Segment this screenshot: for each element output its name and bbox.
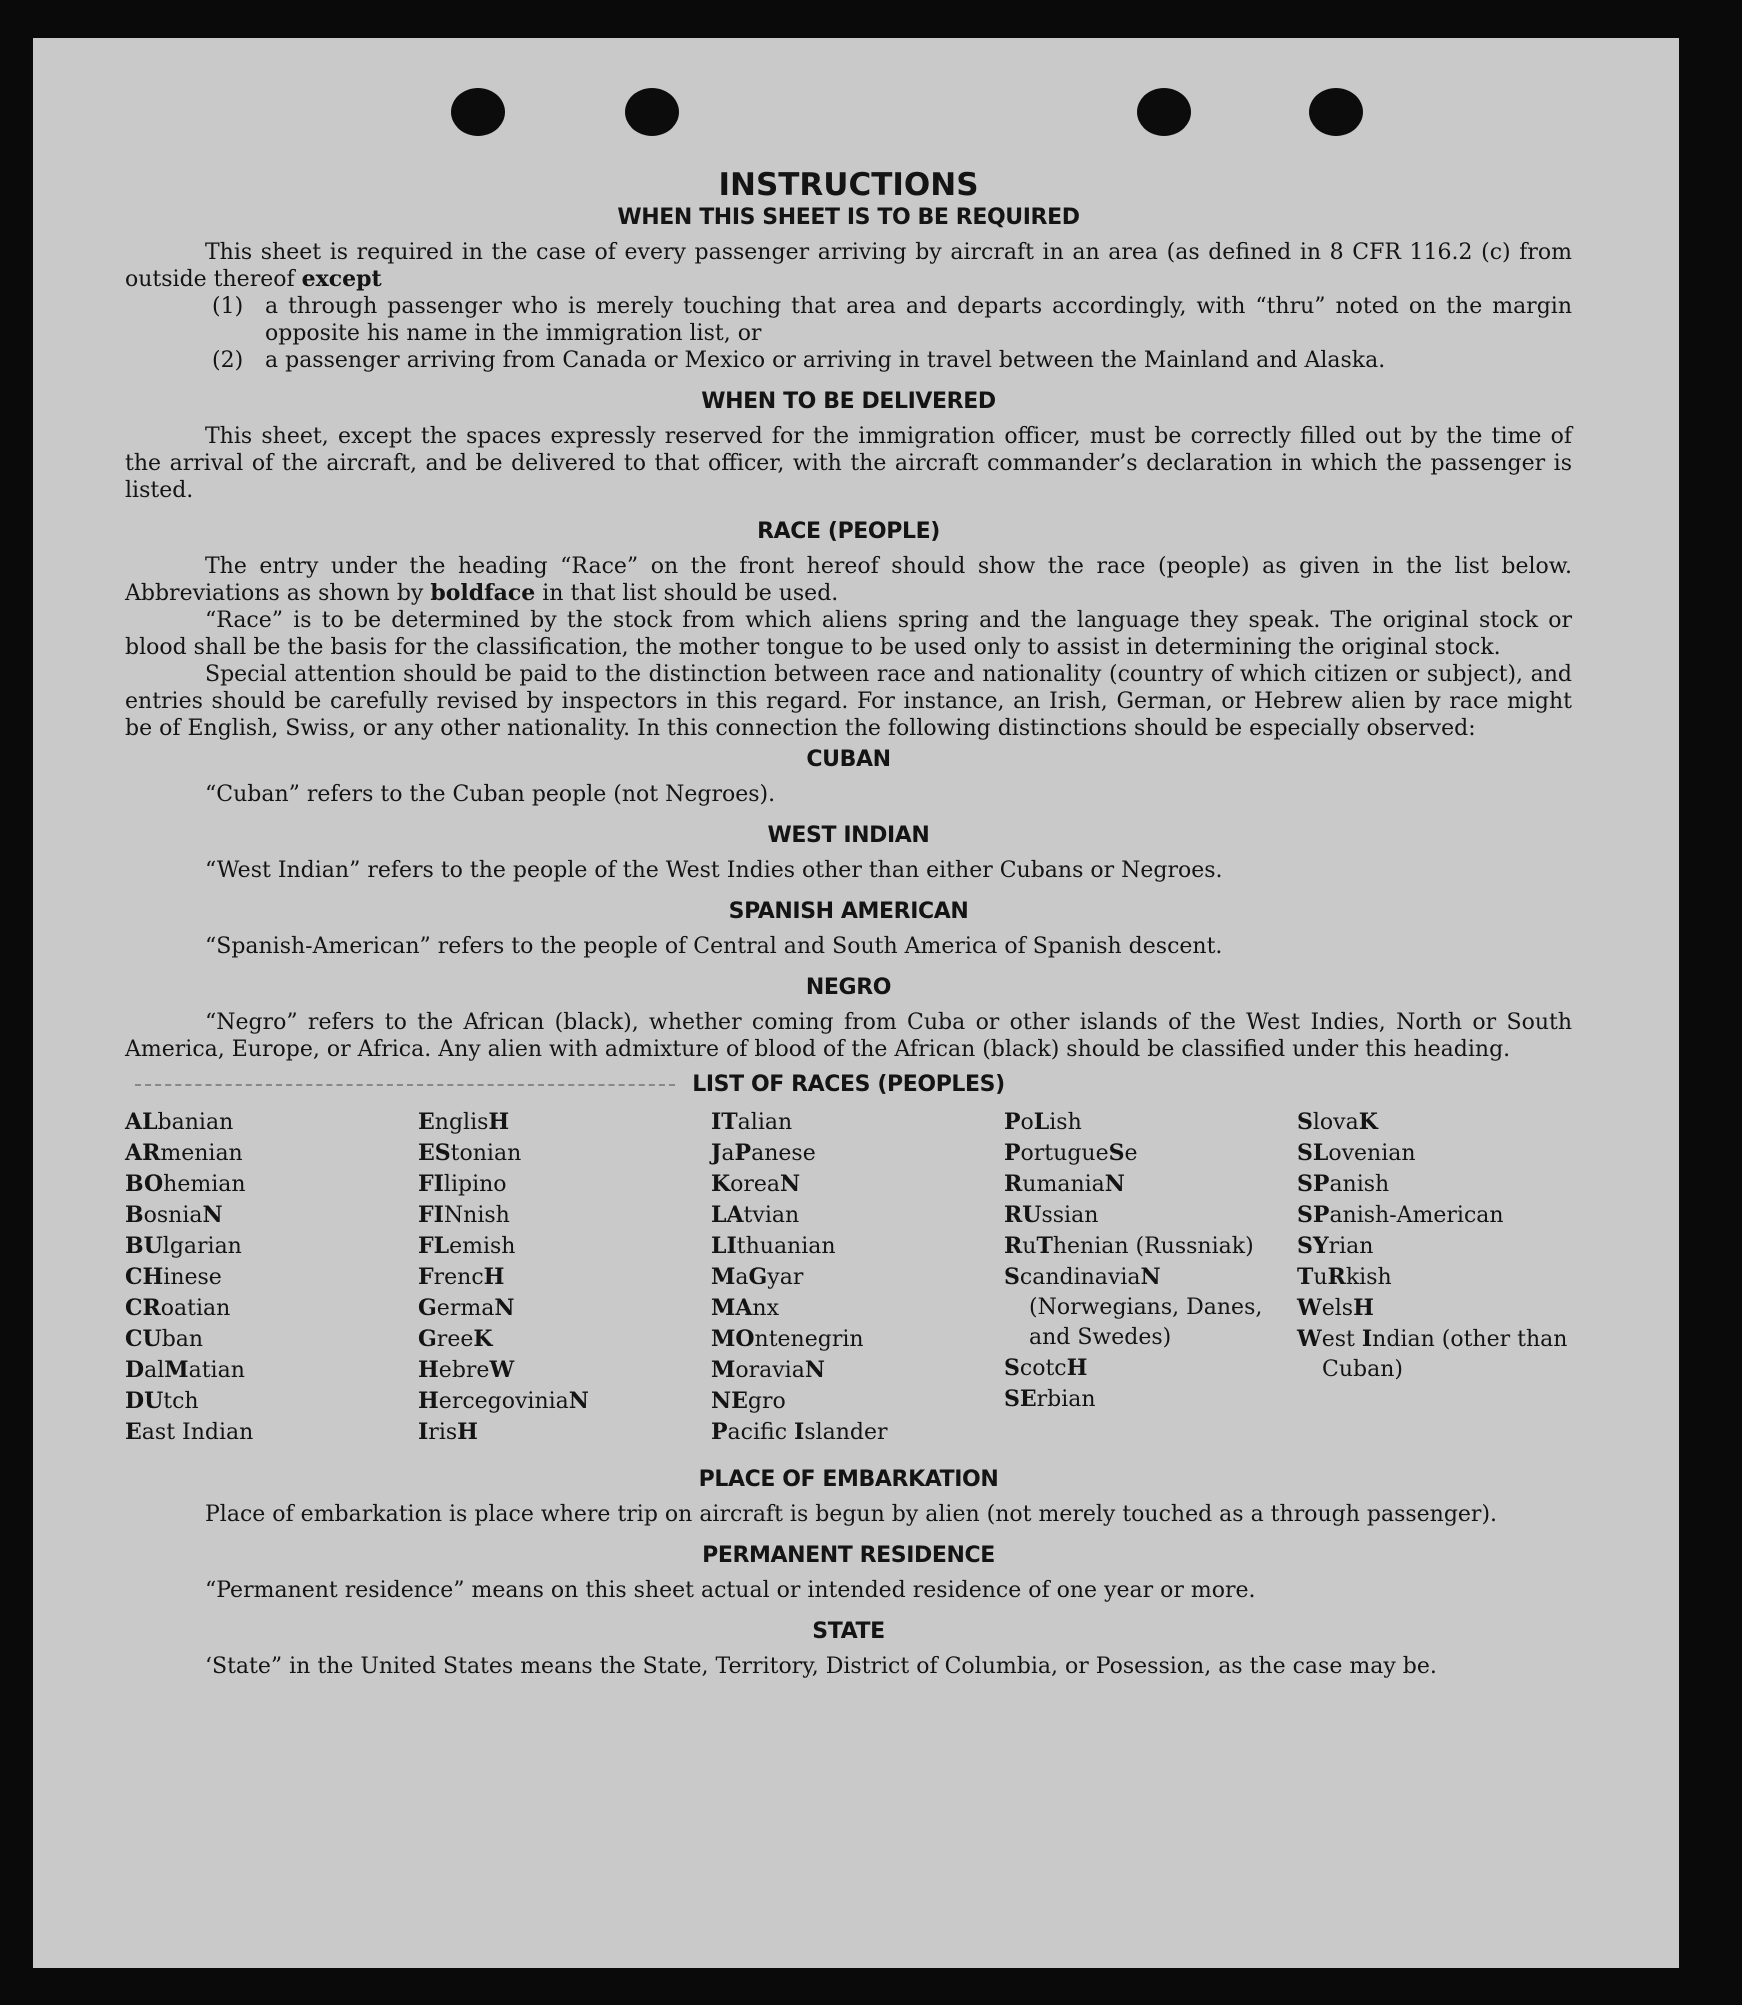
race-abbreviation: F [418,1264,434,1290]
heading-when-required: WHEN THIS SHEET IS TO BE REQUIRED [617,205,1080,230]
race-abbreviation: N [494,1295,515,1321]
race-name-text: kish [1345,1265,1392,1290]
race-name-text: oravia [735,1358,805,1383]
punch-hole [625,88,679,136]
race-abbreviation: I [794,1419,805,1445]
race-name-text: (Norwegians, Danes, and Swedes) [1029,1295,1263,1350]
race-abbreviation: I [1361,1326,1373,1352]
race-abbreviation: K [473,1326,493,1352]
race-name-text: orea [730,1172,781,1197]
race-abbreviation: BO [125,1171,164,1197]
heading-cuban: CUBAN [806,747,891,772]
instructions-content [125,166,1572,1680]
race-abbreviation: E [418,1109,435,1135]
race-name-text: tch [163,1389,199,1414]
residence-paragraph: “Permanent residence” means on this sheet actual or intended residence of one year or more. [205,1578,1256,1603]
race-name-text: cotc [1019,1356,1067,1381]
race-name-text: ish [1049,1110,1082,1135]
page-title: INSTRUCTIONS [718,167,979,203]
race-name-text: Nnish [443,1203,510,1228]
race-entry [125,1231,418,1262]
required-intro: This sheet is required in the case of every passenger arriving by aircraft in an area (as defined in 8 CFR 116.2 (c) from outside thereof [125,240,1572,292]
race-abbreviation: H [1353,1295,1374,1321]
race-abbreviation: N [804,1357,825,1383]
heading-west-indian: WEST INDIAN [767,823,930,848]
race-name-text: ris [428,1420,458,1445]
race-name-text: ssian [1041,1203,1099,1228]
race-entry [418,1324,711,1355]
race-name-text: oatian [160,1296,231,1321]
race-abbreviation: SL [1297,1140,1329,1166]
race-name-text: ban [161,1327,204,1352]
race-name-text: henian (Russniak) [1052,1234,1254,1259]
race-abbreviation: LI [711,1233,737,1259]
item-number: (1) [212,294,244,319]
race-name-text: rian [1328,1234,1374,1259]
race-abbreviation: DU [125,1388,164,1414]
race-name-text: erma [436,1296,495,1321]
race-abbreviation: H [418,1357,439,1383]
race-abbreviation: RU [1004,1202,1042,1228]
race-abbreviation: E [125,1419,142,1445]
race-abbreviation: H [488,1109,510,1135]
race-abbreviation: W [489,1357,515,1383]
race-column [1297,1107,1572,1448]
race-abbreviation: H [1066,1355,1088,1381]
race-entry [711,1262,1004,1293]
item-text: a passenger arriving from Canada or Mexico or arriving in travel between the Mainland and Alaska. [265,348,1386,373]
race-name-text: thuanian [736,1234,836,1259]
race-entry [125,1417,418,1448]
race-abbreviation: LA [711,1202,744,1228]
race-abbreviation: W [1297,1326,1322,1352]
race-abbreviation: CR [125,1295,161,1321]
negro-paragraph: “Negro” refers to the African (black), whether coming from Cuba or other islands of the West Indies, North or South America, Europe, or Africa. Any alien with admixture of blood of the African (black) should be classified under this heading. [125,1010,1572,1062]
document-page [33,38,1679,1968]
race-name-text: renc [433,1265,484,1290]
west-indian-paragraph: “West Indian” refers to the people of the West Indies other than either Cubans or Negroes. [205,858,1223,883]
race-entry [1004,1384,1297,1415]
race-abbreviation: K [1358,1109,1378,1135]
race-abbreviation: MA [711,1295,753,1321]
race-name-text: ree [436,1327,474,1352]
race-abbreviation: M [164,1357,189,1383]
race-entry [125,1355,418,1386]
race-abbreviation: AR [125,1140,161,1166]
embarkation-paragraph: Place of embarkation is place where trip on aircraft is begun by alien (not merely touched as a through passenger). [205,1502,1498,1527]
race-abbreviation: SY [1297,1233,1329,1259]
race-paragraph-1 [125,553,1572,607]
race-abbreviation: G [418,1295,437,1321]
punch-hole [451,88,505,136]
required-item-1 [212,293,1572,347]
race-entry [418,1231,711,1262]
race-entry [1004,1107,1297,1138]
race-name-text: lipino [443,1172,507,1197]
race-entry [125,1200,418,1231]
race-name-text: a [735,1265,749,1290]
race-name-text: candinavia [1019,1265,1141,1290]
race-abbreviation: AL [125,1109,158,1135]
heading-when-delivered: WHEN TO BE DELIVERED [701,389,996,414]
race-abbreviation: N [202,1202,223,1228]
race-name-text: est [1321,1327,1362,1352]
race-entry [1297,1169,1572,1200]
race-entry [125,1386,418,1417]
race-name-text: banian [157,1110,234,1135]
race-entry [711,1107,1004,1138]
race-abbreviation: N [780,1171,801,1197]
race-abbreviation: R [1004,1233,1023,1259]
race-name-text: nglis [434,1110,489,1135]
race-paragraph-2: “Race” is to be determined by the stock from which aliens spring and the language they speak. The original stock or blood shall be the basis for the classification, the mother tongue to be used only to assist in determining the original stock. [125,608,1572,660]
race-abbreviation: H [483,1264,505,1290]
race-abbreviation: P [1004,1140,1021,1166]
race-entry [125,1262,418,1293]
race-abbreviation: W [1297,1295,1322,1321]
race-name-text: e [1124,1141,1138,1166]
race-abbreviation: S [1297,1109,1313,1135]
heading-race: RACE (PEOPLE) [757,519,940,544]
race-abbreviation: T [1036,1233,1053,1259]
race-entry [711,1169,1004,1200]
race-name-text: ebre [438,1358,490,1383]
race-abbreviation: S [1004,1355,1020,1381]
race-name-text: yar [767,1265,804,1290]
race-name-text: u [1313,1265,1328,1290]
race-name-text: ovenian [1328,1141,1416,1166]
race-entry [418,1169,711,1200]
race-abbreviation: N [1104,1171,1125,1197]
heading-state: STATE [812,1619,885,1644]
race-column [418,1107,711,1448]
race-entry [418,1200,711,1231]
race-entry [1297,1107,1572,1138]
item-text: a through passenger who is merely touching that area and departs accordingly, with “thru” noted on the margin opposite his name in the immigration list, or [265,294,1572,346]
race-name-text: gro [747,1389,786,1414]
race-name-text: lgarian [162,1234,242,1259]
race-entry [125,1169,418,1200]
delivered-paragraph: This sheet, except the spaces expressly reserved for the immigration officer, must be correctly filled out by the time of the arrival of the aircraft, and be delivered to that officer, with the aircraft commander’s declaration in which the passenger is listed. [125,424,1572,503]
race-entry [1004,1262,1297,1353]
race-entry [711,1200,1004,1231]
race-abbreviation: FI [418,1202,444,1228]
race-name-text: u [1022,1234,1037,1259]
race-abbreviation: SP [1297,1202,1330,1228]
race-entry [125,1107,418,1138]
race-abbreviation: I [418,1419,429,1445]
race-entry [418,1262,711,1293]
item-number: (2) [212,348,244,373]
race-name-text: tvian [743,1203,800,1228]
race-name-text: atian [188,1358,245,1383]
race-abbreviation: SP [1297,1171,1330,1197]
race-name-text: ntenegrin [754,1327,864,1352]
cuban-paragraph: “Cuban” refers to the Cuban people (not Negroes). [205,782,776,807]
race-entry [418,1386,711,1417]
punch-hole [1309,88,1363,136]
race-abbreviation: N [1140,1264,1161,1290]
race-name-text: ast Indian [141,1420,254,1445]
race-abbreviation: S [1108,1140,1125,1166]
race-entry [125,1324,418,1355]
race-entry [711,1293,1004,1324]
race-entry [1004,1231,1297,1262]
race-name-text: nx [752,1296,779,1321]
race-abbreviation: SE [1004,1386,1037,1412]
race-name-text: umania [1022,1172,1105,1197]
race-entry [1297,1324,1572,1385]
race-entry [418,1293,711,1324]
race-entry [711,1138,1004,1169]
race-entry [1297,1231,1572,1262]
race-abbreviation: N [568,1388,589,1414]
race-column [125,1107,418,1448]
race-entry [711,1231,1004,1262]
race-entry [1297,1138,1572,1169]
race-name-text: alian [737,1110,793,1135]
heading-permanent-residence: PERMANENT RESIDENCE [702,1543,995,1568]
race-name-text: tonian [450,1141,522,1166]
race-entry [125,1138,418,1169]
race-entry [125,1293,418,1324]
required-item-2 [212,347,1572,374]
race-name-text: menian [160,1141,243,1166]
race-abbreviation: CH [125,1264,164,1290]
race-column [711,1107,1004,1448]
race-abbreviation: MO [711,1326,755,1352]
state-paragraph: ‘State” in the United States means the State, Territory, District of Columbia, or Posession, as the case may be. [205,1654,1437,1679]
race-abbreviation: BU [125,1233,163,1259]
race-name-text: ercegovinia [438,1389,569,1414]
race-abbreviation: G [748,1264,768,1290]
race-entry [418,1355,711,1386]
race-name-text: anish [1329,1172,1390,1197]
race-abbreviation: CU [125,1326,162,1352]
race-name-text: osnia [143,1203,203,1228]
race-p1-text-end: in that list should be used. [535,581,839,606]
race-entry [711,1386,1004,1417]
race-entry [1297,1200,1572,1231]
race-entry [418,1417,711,1448]
race-name-text: ndian (other than Cuban) [1322,1327,1568,1382]
race-entry [1297,1262,1572,1293]
race-abbreviation: B [125,1202,144,1228]
race-p1-text: The entry under the heading “Race” on the front hereof should show the race (people) as given in the list below. Abbreviations as shown by [125,554,1572,606]
race-name-text: rbian [1036,1387,1096,1412]
race-name-text: a [721,1141,735,1166]
heading-list-of-races: LIST OF RACES (PEOPLES) [692,1072,1005,1097]
required-except: except [301,266,382,292]
race-abbreviation: S [1004,1264,1020,1290]
race-name-text: slander [804,1420,888,1445]
race-abbreviation: P [711,1419,728,1445]
race-name-text: anese [751,1141,816,1166]
race-abbreviation: T [1297,1264,1314,1290]
race-name-text: els [1321,1296,1354,1321]
race-name-text: acific [727,1420,795,1445]
race-entry [418,1107,711,1138]
heading-negro: NEGRO [805,975,892,1000]
race-abbreviation: J [711,1140,722,1166]
race-abbreviation: M [711,1264,736,1290]
race-entry [711,1324,1004,1355]
race-abbreviation: H [418,1388,439,1414]
race-abbreviation: ES [418,1140,451,1166]
race-entry [1004,1200,1297,1231]
race-abbreviation: L [1033,1109,1050,1135]
heading-spanish-american: SPANISH AMERICAN [728,899,969,924]
race-paragraph-3: Special attention should be paid to the distinction between race and nationality (country of which citizen or subject), and entries should be carefully revised by inspectors in this regard. For instance, an Irish, German, or Hebrew alien by race might be of English, Swiss, or any other nationality. In this connection the following distinctions should be especially observed: [125,662,1572,741]
race-abbreviation: D [125,1357,145,1383]
race-name-text: emish [449,1234,516,1259]
punch-hole [1137,88,1191,136]
race-abbreviation: FI [418,1171,444,1197]
race-abbreviation: G [418,1326,437,1352]
race-entry [1297,1293,1572,1324]
race-column [1004,1107,1297,1448]
race-entry [1004,1169,1297,1200]
race-abbreviation: P [734,1140,752,1166]
race-name-text: inese [163,1265,222,1290]
race-list [125,1107,1572,1448]
spanish-american-paragraph: “Spanish-American” refers to the people of Central and South America of Spanish descent. [205,934,1223,959]
race-abbreviation: IT [711,1109,738,1135]
race-p1-boldface: boldface [430,580,536,606]
race-name-text: o [1020,1110,1034,1135]
race-entry [711,1417,1004,1448]
race-entry [1004,1138,1297,1169]
race-abbreviation: NE [711,1388,748,1414]
race-abbreviation: K [711,1171,731,1197]
race-name-text: anish-American [1329,1203,1504,1228]
race-name-text: lova [1312,1110,1359,1135]
race-abbreviation: R [1327,1264,1346,1290]
race-abbreviation: FL [418,1233,450,1259]
heading-place-of-embarkation: PLACE OF EMBARKATION [698,1467,999,1492]
race-name-text: al [144,1358,165,1383]
race-abbreviation: R [1004,1171,1023,1197]
race-entry [711,1355,1004,1386]
race-name-text: ortugue [1020,1141,1109,1166]
race-list-heading [125,1069,1572,1101]
race-abbreviation: M [711,1357,736,1383]
required-paragraph [125,239,1572,293]
race-abbreviation: P [1004,1109,1021,1135]
race-entry [418,1138,711,1169]
race-name-text: hemian [163,1172,246,1197]
race-abbreviation: H [457,1419,478,1445]
race-entry [1004,1353,1297,1384]
